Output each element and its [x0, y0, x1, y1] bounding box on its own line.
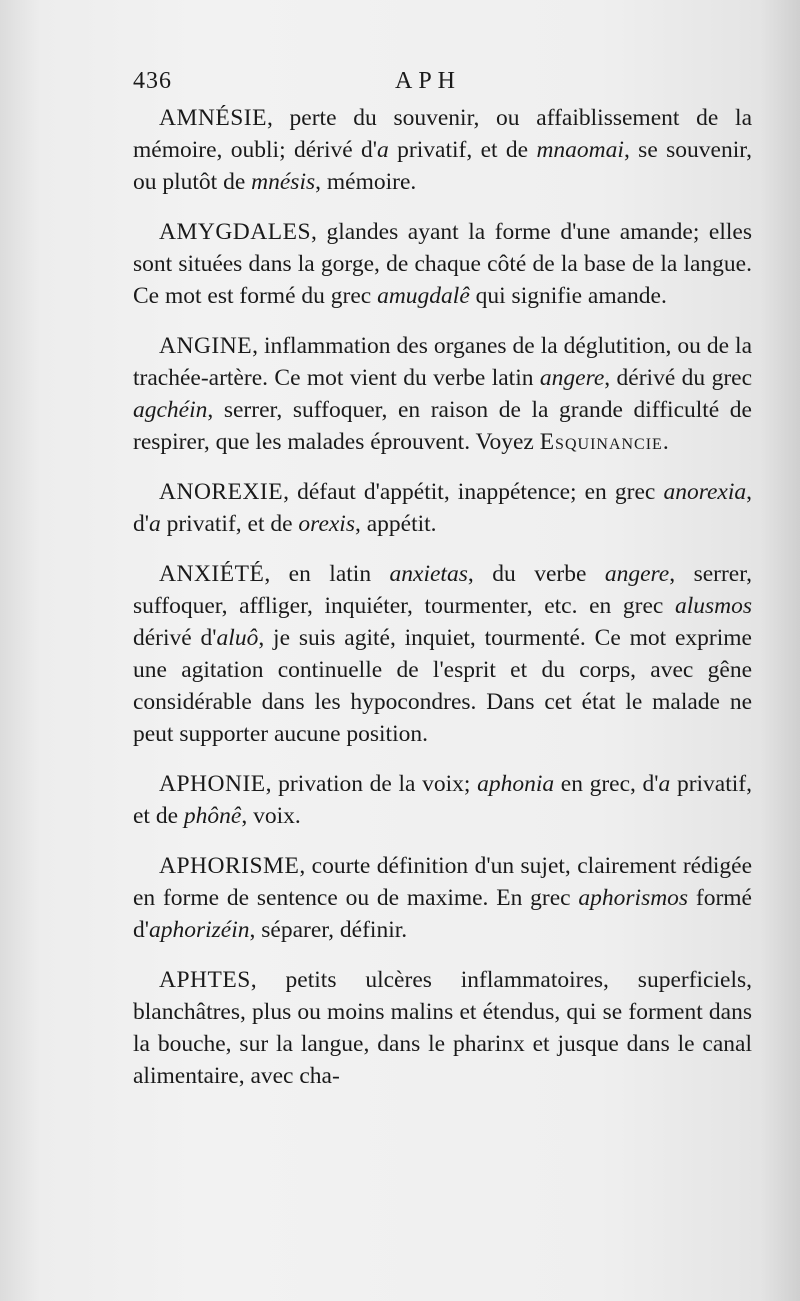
definition-text: , privation de la voix; [265, 771, 478, 797]
italic-term: a [148, 511, 161, 537]
definition-text: qui signifie amande. [469, 283, 667, 309]
running-head [133, 60, 752, 100]
definition-text: , mémoire. [315, 169, 417, 195]
definition-text: en grec, d' [554, 771, 659, 797]
definition-text: , inflammation des organes de la déglutition, ou de la trachée-artère. Ce mot vient du verbe latin [133, 333, 752, 391]
definition-text: , voix. [241, 803, 301, 829]
definition-text: , courte définition d'un sujet, clairement rédigée en forme de sentence ou de maxime. En grec [133, 853, 752, 911]
italic-term: anxietas [389, 561, 468, 587]
dictionary-entry-amnesie [133, 102, 752, 198]
definition-text: , défaut d'appétit, inappétence; en grec [283, 479, 664, 505]
headword: APHTES [159, 967, 251, 993]
headword: AMNÉSIE [159, 105, 267, 131]
definition-text: , séparer, définir. [249, 917, 408, 943]
definition-text: , en latin [264, 561, 390, 587]
definition-text: , d' [133, 479, 752, 537]
definition-text: , petits ulcères inflammatoires, superficiels, blanchâtres, plus ou moins malins et étendus, qui se forment dans la bouche, sur la langue, dans le pharinx et jusque dans le canal alimentaire, avec cha- [133, 967, 752, 1089]
page-number: 436 [133, 68, 172, 94]
dictionary-entry-aphtes [133, 964, 752, 1092]
italic-term: mnésis [251, 169, 316, 195]
italic-term: aphonia [477, 771, 555, 797]
dictionary-entry-angine [133, 330, 752, 458]
definition-text: privatif, et de [388, 137, 537, 163]
definition-text: , se souvenir, ou plutôt de [133, 137, 752, 195]
definition-text: privatif, et de [133, 771, 752, 829]
definition-text: , glandes ayant la forme d'une amande; elles sont situées dans la gorge, de chaque côté de la base de la langue. Ce mot est formé du grec [133, 219, 752, 309]
definition-text: , du verbe [467, 561, 605, 587]
definition-text: , appétit. [354, 511, 437, 537]
definition-text: , serrer, suffoquer, affliger, inquiéter, tourmenter, etc. en grec [133, 561, 752, 619]
italic-term: angere [539, 365, 605, 391]
headword: ANGINE [159, 333, 253, 359]
italic-term: aphorizéin [148, 917, 250, 943]
definition-text: formé d' [133, 885, 752, 943]
italic-term: a [377, 137, 389, 163]
italic-term: alusmos [674, 593, 752, 619]
italic-term: aluô [216, 625, 259, 651]
definition-text: , serrer, suffoquer, en raison de la grande difficulté de respirer, que les malades éprouvent. Voyez [133, 397, 752, 455]
headword: ANOREXIE [159, 479, 284, 505]
italic-term: orexis [298, 511, 355, 537]
headword: ANXIÉTÉ [159, 561, 265, 587]
cross-reference: Esquinancie [539, 429, 663, 455]
headword: AMYGDALES [159, 219, 312, 245]
italic-term: agchéin [133, 397, 208, 423]
headword: APHONIE [159, 771, 266, 797]
definition-text: , je suis agité, inquiet, tourmenté. Ce mot exprime une agitation continuelle de l'esprit et du corps, avec gêne considérable dans les hypocondres. Dans cet état le malade ne peut supporter aucune position. [133, 625, 752, 747]
dictionary-entry-amygdales [133, 216, 752, 312]
dictionary-entry-anxiete [133, 558, 752, 750]
italic-term: phônê [183, 803, 242, 829]
dictionary-entry-aphonie [133, 768, 752, 832]
dictionary-entry-aphorisme [133, 850, 752, 946]
italic-term: a [658, 771, 671, 797]
definition-text: privatif, et de [160, 511, 299, 537]
definition-text: . [662, 429, 669, 455]
italic-term: anorexia [663, 479, 747, 505]
dictionary-entry-anorexie [133, 476, 752, 540]
italic-term: mnaomai [536, 137, 624, 163]
running-title: APH [395, 68, 462, 94]
italic-term: aphorismos [578, 885, 689, 911]
definition-text: dérivé d' [133, 625, 217, 651]
definition-text: , dérivé du grec [604, 365, 752, 391]
italic-term: angere [604, 561, 670, 587]
definition-text: , perte du souvenir, ou affaiblissement de la mémoire, oubli; dérivé d' [133, 105, 752, 163]
italic-term: amugdalê [377, 283, 470, 309]
headword: APHORISME [159, 853, 300, 879]
